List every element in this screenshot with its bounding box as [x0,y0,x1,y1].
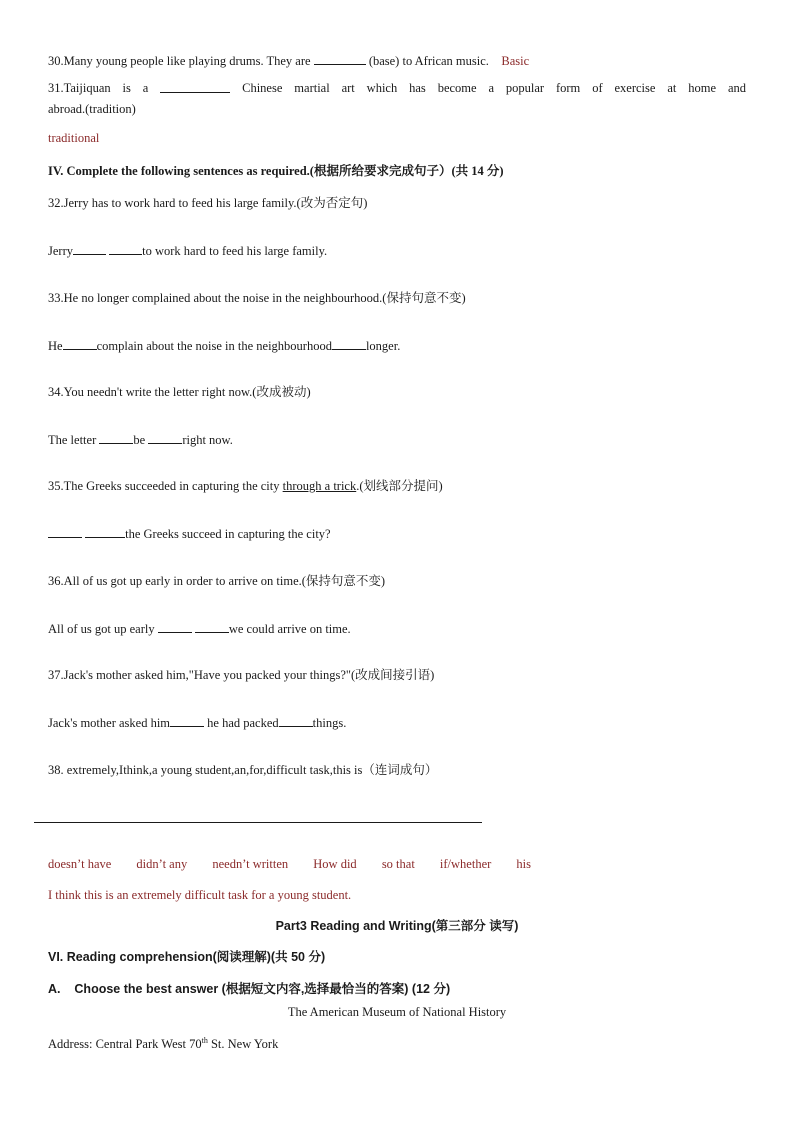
q35-prompt-a: 35.The Greeks succeeded in capturing the city [48,479,283,493]
q37-blank-1[interactable] [170,714,204,727]
answer-37: if/whether [439,857,492,871]
q34-blank-1[interactable] [99,431,133,444]
q31-word: martial [294,81,330,95]
q33-answer-line [48,337,400,354]
q37-b: he had packed [204,716,279,730]
q31-word: exercise [614,81,656,95]
q36-b: we could arrive on time. [228,622,351,636]
q31-word: become [437,81,477,95]
q35-prompt [48,478,443,494]
answer-36: so that [381,857,415,871]
q30-text: 30.Many young people like playing drums. They are [48,54,314,68]
q38-answer-rule[interactable] [34,822,482,823]
q31-word: has [409,81,426,95]
q33-blank-1[interactable] [63,337,97,350]
section4-title: IV. Complete the following sentences as required.(根据所给要求完成句子）(共 14 分) [48,164,504,178]
part3-title: Part3 Reading and Writing(第三部分 读写) [275,919,519,933]
q32-prompt: 32.Jerry has to work hard to feed his large family.(改为否定句) [48,196,368,210]
q36-blank-1[interactable] [158,620,192,633]
answer-32b: didn’t any [136,857,188,871]
address-a: Address: Central Park West 70 [48,1037,202,1051]
q33-b: complain about the noise in the neighbourhood [96,339,332,353]
q35-prompt-b: .(划线部分提问) [356,479,443,493]
q31-word: Chinese [242,81,283,95]
sectionA-heading [48,981,450,997]
q37-prompt: 37.Jack's mother asked him,"Have you packed your things?"(改成间接引语) [48,668,435,682]
q32-answer-line [48,242,327,259]
q37-blank-2[interactable] [279,714,313,727]
q31-word: a [488,81,495,95]
answer-34: needn’t written [212,857,289,871]
q30-blank[interactable] [314,52,366,65]
q34-c: right now. [182,433,233,447]
q36-blank-2[interactable] [195,620,229,633]
q35-underlined: through a trick [282,479,357,493]
q32-blank-1[interactable] [73,242,106,255]
answer-32: doesn’t have [48,857,112,871]
answers-row [48,856,553,872]
q34-blank-2[interactable] [148,431,182,444]
section6-title: VI. Reading comprehension(阅读理解)(共 50 分) [48,950,326,964]
q34-a: The letter [48,433,100,447]
museum-title: The American Museum of National History [287,1005,507,1019]
q31-word: 31.Taijiquan [48,81,111,95]
q36-answer-line [48,620,351,637]
q31-word: is [122,81,131,95]
sectionA-title: Choose the best answer (根据短文内容,选择最恰当的答案) (12 分) [74,982,451,996]
answer-37b: his [516,857,532,871]
q31-word: of [592,81,603,95]
q33-blank-2[interactable] [332,337,366,350]
q30-hint: (base) to African music. [365,54,489,68]
q31-line2: abroad.(tradition) [48,102,136,116]
q35-blank-1[interactable] [48,525,82,538]
q33-c: longer. [365,339,401,353]
q32-blank-2[interactable] [109,242,142,255]
answer-35: How did [313,857,357,871]
q31-word: popular [505,81,545,95]
q30-line [48,52,529,69]
q37-answer-line [48,714,346,731]
q31-word: home [688,81,717,95]
address-sup: th [201,1035,208,1045]
q31-word: which [366,81,398,95]
q32-b: to work hard to feed his large family. [142,244,328,258]
q35-blank-2[interactable] [85,525,125,538]
q38-prompt: 38. extremely,Ithink,a young student,an,for,difficult task,this is（连词成句） [48,763,438,777]
q35-a: the Greeks succeed in capturing the city? [125,527,331,541]
q32-a: Jerry [48,244,73,258]
q34-answer-line [48,431,233,448]
q33-a: He [48,339,63,353]
q30-answer: Basic [501,54,530,68]
q31-word: art [341,81,355,95]
q31-word: form [555,81,581,95]
q31-line1 [48,80,746,96]
q36-a: All of us got up early [48,622,158,636]
q34-b: be [133,433,149,447]
q31-word: a [142,81,149,95]
q37-a: Jack's mother asked him [48,716,171,730]
sectionA-label: A. [48,982,61,996]
q31-word: and [727,81,746,95]
museum-address [48,1036,278,1052]
q31-word: at [667,81,677,95]
address-b: St. New York [207,1037,279,1051]
q37-c: things. [312,716,347,730]
q35-answer-line [48,525,331,542]
q34-prompt: 34.You needn't write the letter right now.(改成被动) [48,385,311,399]
q36-prompt: 36.All of us got up early in order to arrive on time.(保持句意不变) [48,574,386,588]
q31-blank[interactable] [160,80,230,93]
answer-38: I think this is an extremely difficult task for a young student. [48,888,352,902]
q33-prompt: 33.He no longer complained about the noise in the neighbourhood.(保持句意不变) [48,291,466,305]
q31-answer: traditional [48,131,100,145]
